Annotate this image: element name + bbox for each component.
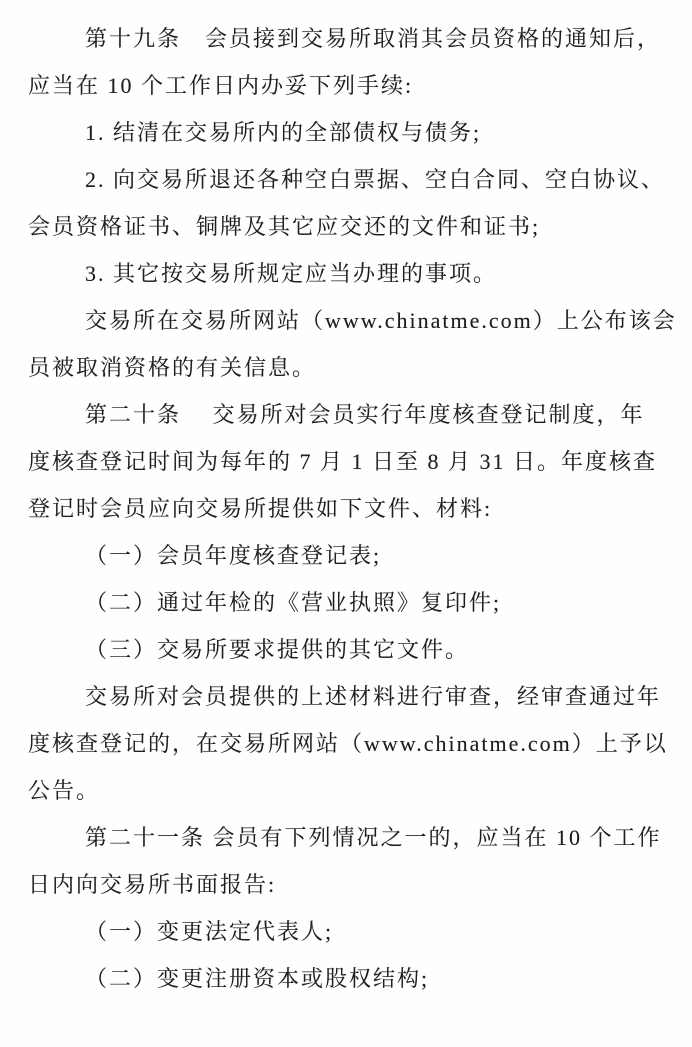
document-line: 第二十条 交易所对会员实行年度核查登记制度，年 <box>85 402 645 427</box>
document-line: 度核查登记时间为每年的 7 月 1 日至 8 月 31 日。年度核查 <box>28 449 658 474</box>
document-line: 日内向交易所书面报告: <box>28 872 277 897</box>
document-line: 登记时会员应向交易所提供如下文件、材料: <box>28 496 493 521</box>
document-line: （二）变更注册资本或股权结构; <box>85 966 430 991</box>
document-line: （二）通过年检的《营业执照》复印件; <box>85 590 502 615</box>
document-line: 1. 结清在交易所内的全部债权与债务; <box>85 120 482 145</box>
document-line: （一）会员年度核查登记表; <box>85 543 382 568</box>
document-line: 应当在 10 个工作日内办妥下列手续: <box>28 73 414 98</box>
document-line: 3. 其它按交易所规定应当办理的事项。 <box>85 261 498 286</box>
document-line: （一）变更法定代表人; <box>85 919 334 944</box>
document-line: 员被取消资格的有关信息。 <box>28 355 317 380</box>
document-line: 度核查登记的，在交易所网站（www.chinatme.com）上予以 <box>28 731 668 756</box>
document-line: 交易所对会员提供的上述材料进行审查，经审查通过年 <box>85 684 662 709</box>
document-line: 交易所在交易所网站（www.chinatme.com）上公布该会 <box>85 308 677 333</box>
document-line: （三）交易所要求提供的其它文件。 <box>85 637 470 662</box>
document-line: 第十九条 会员接到交易所取消其会员资格的通知后， <box>85 26 662 51</box>
document-line: 2. 向交易所退还各种空白票据、空白合同、空白协议、 <box>85 167 666 192</box>
document-line: 公告。 <box>28 778 101 803</box>
document-line: 会员资格证书、铜牌及其它应交还的文件和证书; <box>28 214 541 239</box>
document-body <box>28 15 677 1002</box>
document-line: 第二十一条 会员有下列情况之一的，应当在 10 个工作 <box>85 825 662 850</box>
